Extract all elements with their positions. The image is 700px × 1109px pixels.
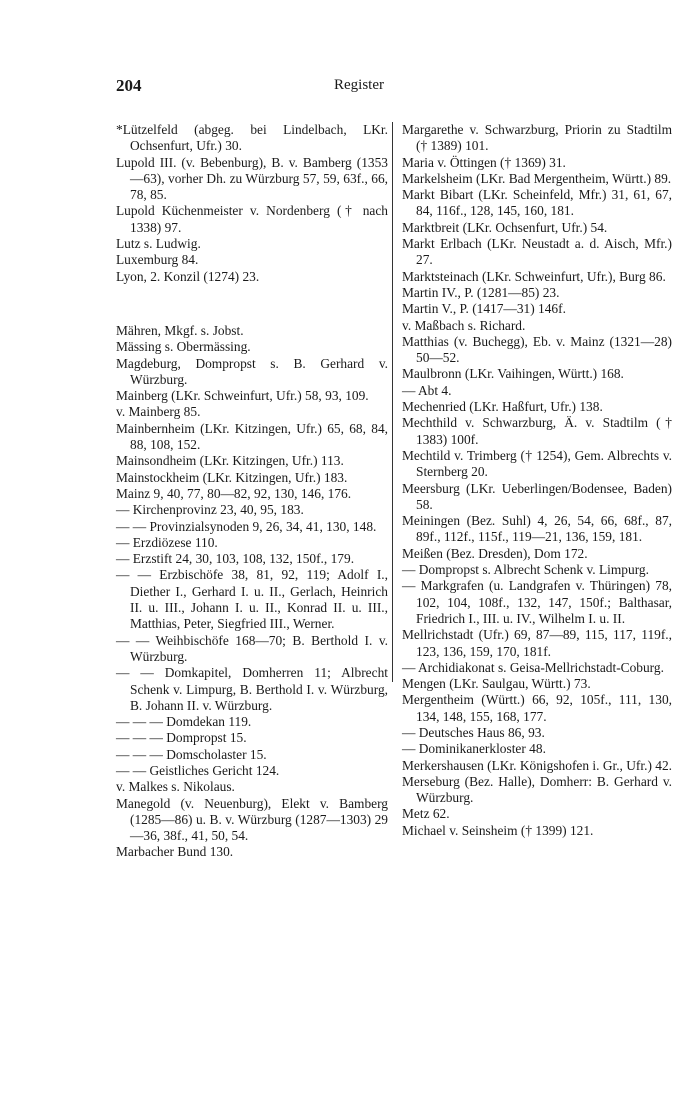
index-entry: — — — Domdekan 119. <box>116 714 252 730</box>
index-entry: Markelsheim (LKr. Bad Mergentheim, Württ.) 89. <box>402 170 672 186</box>
index-entry: v. Maßbach s. Richard. <box>402 317 526 333</box>
index-entry: Metz 62. <box>402 806 450 822</box>
index-entry: — — Weihbischöfe 168—70; B. Berthold I. v. Würzburg. <box>116 632 388 664</box>
index-entry: Meiningen (Bez. Suhl) 4, 26, 54, 66, 68f., 87, 89f., 112f., 115f., 119—21, 136, 159, 181. <box>402 513 672 545</box>
index-entry: Marbacher Bund 130. <box>116 844 234 860</box>
index-entry: Lupold Küchenmeister v. Nordenberg († nach 1338) 97. <box>116 203 388 235</box>
index-entry: Merkershausen (LKr. Königshofen i. Gr., Ufr.) 42. <box>402 757 672 773</box>
index-entry: Margarethe v. Schwarzburg, Priorin zu Stadtilm († 1389) 101. <box>402 122 672 154</box>
index-entry: Mechtild v. Trimberg († 1254), Gem. Albrechts v. Sternberg 20. <box>402 447 672 480</box>
column-divider <box>392 122 393 682</box>
index-entry: — Dompropst s. Albrecht Schenk v. Limpurg. <box>402 562 649 578</box>
index-entry: — Kirchenprovinz 23, 40, 95, 183. <box>116 502 304 518</box>
index-entry: Markt Erlbach (LKr. Neustadt a. d. Aisch, Mfr.) 27. <box>402 236 672 268</box>
index-entry: Mainbernheim (LKr. Kitzingen, Ufr.) 65, 68, 84, 88, 108, 152. <box>116 420 388 453</box>
index-entry: Manegold (v. Neuenburg), Elekt v. Bamberg (1285—86) u. B. v. Würzburg (1287—1303) 29—36, 38f., 41, 50, 54. <box>116 795 388 844</box>
index-entry: Mainberg (LKr. Schweinfurt, Ufr.) 58, 93, 109. <box>116 388 369 404</box>
index-entry: Merseburg (Bez. Halle), Domherr: B. Gerhard v. Würzburg. <box>402 773 672 806</box>
letter-section-gap <box>116 285 388 323</box>
index-entry: Mellrichstadt (Ufr.) 69, 87—89, 115, 117, 119f., 123, 136, 159, 170, 181f. <box>402 627 672 659</box>
left-column <box>116 122 388 861</box>
index-entry: — — — Domscholaster 15. <box>116 746 267 762</box>
index-entry: Marktbreit (LKr. Ochsenfurt, Ufr.) 54. <box>402 219 608 235</box>
index-entry: Lupold III. (v. Bebenburg), B. v. Bamberg (1353—63), vorher Dh. zu Würzburg 57, 59, 63f., 66, 78, 85. <box>116 154 388 203</box>
index-entry: — Archidiakonat s. Geisa-Mellrichstadt-Coburg. <box>402 659 664 675</box>
index-entry: — Abt 4. <box>402 382 452 398</box>
index-entry: Meersburg (LKr. Ueberlingen/Bodensee, Baden) 58. <box>402 480 672 512</box>
index-entry: Marktsteinach (LKr. Schweinfurt, Ufr.), Burg 86. <box>402 268 666 284</box>
index-entry: Mainz 9, 40, 77, 80—82, 92, 130, 146, 176. <box>116 485 352 501</box>
index-entry: — Deutsches Haus 86, 93. <box>402 724 545 740</box>
index-entry: Mainsondheim (LKr. Kitzingen, Ufr.) 113. <box>116 453 344 469</box>
index-entry: Lyon, 2. Konzil (1274) 23. <box>116 268 260 284</box>
index-entry: Matthias (v. Buchegg), Eb. v. Mainz (1321—28) 50—52. <box>402 333 672 366</box>
index-entry: Mähren, Mkgf. s. Jobst. <box>116 322 244 338</box>
index-entry: Maulbronn (LKr. Vaihingen, Württ.) 168. <box>402 366 624 382</box>
index-entry: Mainstockheim (LKr. Kitzingen, Ufr.) 183. <box>116 469 348 485</box>
index-entry: Martin IV., P. (1281—85) 23. <box>402 284 560 300</box>
index-entry: Lutz s. Ludwig. <box>116 236 201 252</box>
index-entry: — — Provinzialsynoden 9, 26, 34, 41, 130, 148. <box>116 518 377 534</box>
index-entry: — — Geistliches Gericht 124. <box>116 762 280 778</box>
page-number: 204 <box>116 76 142 95</box>
index-entry: Luxemburg 84. <box>116 252 199 268</box>
index-entry: — Markgrafen (u. Landgrafen v. Thüringen) 78, 102, 104, 108f., 132, 147, 150f.; Balthasar, Friedrich I., III. u. IV., Wilhelm I. u. II. <box>402 578 672 626</box>
index-entry: — — Erzbischöfe 38, 81, 92, 119; Adolf I., Diether I., Gerhard I. u. II., Gerlach, Heinrich II. u. III., Johann I. u. II., Konrad II. u. III., Matthias, Peter, Siegfried III., Werner. <box>116 567 388 632</box>
index-entry: Meißen (Bez. Dresden), Dom 172. <box>402 545 588 561</box>
right-column <box>402 122 672 839</box>
index-entry: Mechthild v. Schwarzburg, Ä. v. Stadtilm († 1383) 100f. <box>402 415 672 447</box>
index-entry: Magdeburg, Dompropst s. B. Gerhard v. Würzburg. <box>116 355 388 387</box>
index-entry: — — — Dompropst 15. <box>116 730 247 746</box>
index-entry: Michael v. Seinsheim († 1399) 121. <box>402 822 594 838</box>
index-entry: — Erzdiözese 110. <box>116 534 218 550</box>
page-header <box>116 76 602 98</box>
index-entry: Maria v. Öttingen († 1369) 31. <box>402 154 566 170</box>
index-entry: v. Mainberg 85. <box>116 404 201 420</box>
index-entry: — — Domkapitel, Domherren 11; Albrecht Schenk v. Limpurg, B. Berthold I. v. Würzburg, B. Johann II. v. Würzburg. <box>116 665 388 713</box>
index-entry: Martin V., P. (1417—31) 146f. <box>402 301 566 317</box>
index-entry: *Lützelfeld (abgeg. bei Lindelbach, LKr. Ochsenfurt, Ufr.) 30. <box>116 122 388 154</box>
index-entry: v. Malkes s. Nikolaus. <box>116 779 235 795</box>
index-entry: Mergentheim (Württ.) 66, 92, 105f., 111, 130, 134, 148, 155, 168, 177. <box>402 692 672 724</box>
index-entry: — Dominikanerkloster 48. <box>402 741 546 757</box>
index-entry: Mengen (LKr. Saulgau, Württ.) 73. <box>402 676 591 692</box>
index-entry: Mechenried (LKr. Haßfurt, Ufr.) 138. <box>402 399 603 415</box>
index-entry: — Erzstift 24, 30, 103, 108, 132, 150f., 179. <box>116 551 355 567</box>
running-head: Register <box>334 77 384 93</box>
index-entry: Markt Bibart (LKr. Scheinfeld, Mfr.) 31, 61, 67, 84, 116f., 128, 145, 160, 181. <box>402 187 672 219</box>
index-entry: Mässing s. Obermässing. <box>116 339 251 355</box>
